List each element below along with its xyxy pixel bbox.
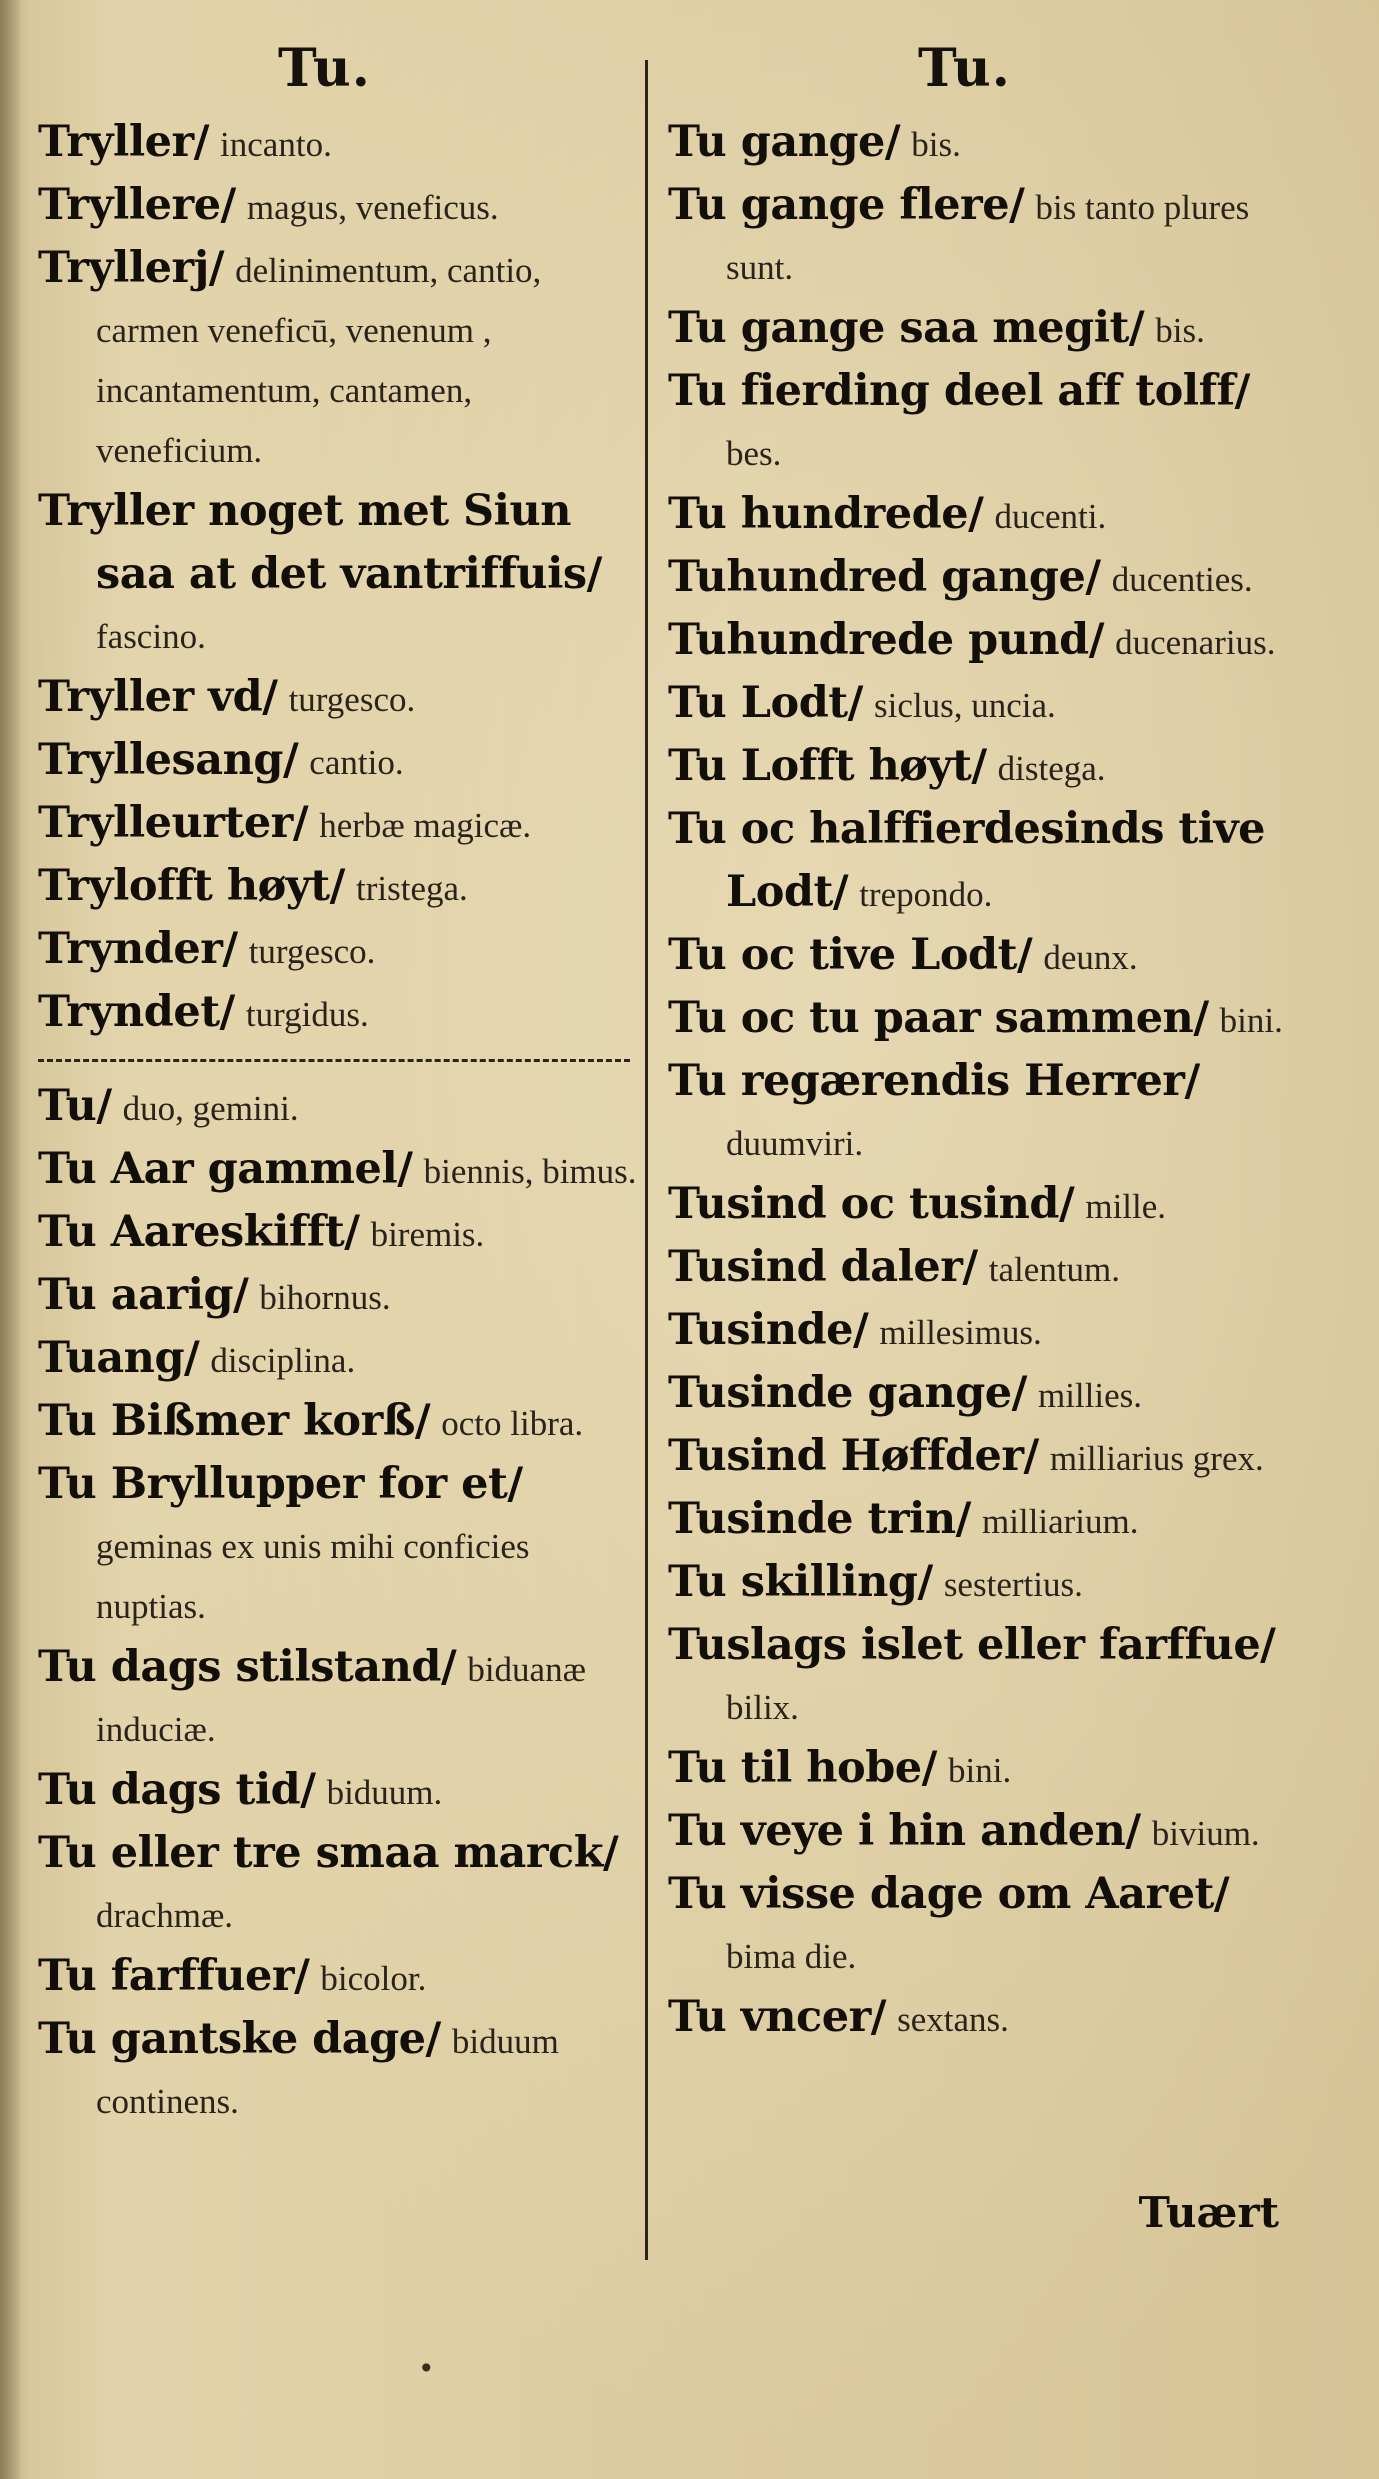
headword: Tusinde trin/ <box>668 1494 971 1544</box>
latin-gloss: millies. <box>1037 1376 1143 1415</box>
headword: Tu gange flere/ <box>668 180 1025 230</box>
headword: Tu skilling/ <box>668 1557 933 1607</box>
dictionary-entry <box>668 1489 1308 1552</box>
headword: Tusind oc tusind/ <box>668 1179 1075 1229</box>
headword: Tryllesang/ <box>38 735 299 785</box>
latin-gloss: ducenties. <box>1111 560 1253 599</box>
dictionary-entry <box>668 988 1308 1051</box>
dictionary-entry <box>668 1237 1308 1300</box>
column-divider <box>645 60 648 2260</box>
dictionary-entry <box>668 298 1308 361</box>
latin-gloss: milliarium. <box>981 1502 1139 1541</box>
dictionary-entry <box>668 1738 1308 1801</box>
dictionary-entry <box>38 1454 643 1637</box>
latin-gloss: bis. <box>911 125 961 164</box>
dictionary-entry <box>668 925 1308 988</box>
right-entry-list <box>668 112 1308 2050</box>
dictionary-entry <box>38 919 643 982</box>
latin-gloss: turgidus. <box>245 995 369 1034</box>
dictionary-entry <box>38 1391 643 1454</box>
headword: Tusind daler/ <box>668 1242 978 1292</box>
latin-gloss: turgesco. <box>288 680 416 719</box>
dictionary-entry <box>668 1363 1308 1426</box>
latin-gloss: cantio. <box>309 743 404 782</box>
headword: Tusinde/ <box>668 1305 869 1355</box>
running-head-right: Tu. <box>918 38 1011 99</box>
headword: Tusind Høffder/ <box>668 1431 1039 1481</box>
headword: Tu visse dage om Aaret/ <box>668 1869 1230 1919</box>
headword: Tuslags islet eller farffue/ <box>668 1620 1276 1670</box>
latin-gloss: duumviri. <box>726 1124 864 1163</box>
latin-gloss: bilix. <box>726 1688 799 1727</box>
latin-gloss: bima die. <box>726 1937 857 1976</box>
latin-gloss: bicolor. <box>320 1959 427 1998</box>
latin-gloss: sextans. <box>897 2000 1009 2039</box>
dictionary-entry <box>38 112 643 175</box>
dictionary-entry <box>38 1637 643 1760</box>
headword: Tu Lodt/ <box>668 678 863 728</box>
headword: Tuang/ <box>38 1333 200 1383</box>
dictionary-entry <box>668 547 1308 610</box>
dictionary-entry <box>668 673 1308 736</box>
dictionary-entry <box>668 1426 1308 1489</box>
dictionary-entry <box>668 736 1308 799</box>
dictionary-entry <box>38 481 643 667</box>
headword: Trylleurter/ <box>38 798 309 848</box>
latin-gloss: bis tanto plures sunt. <box>726 188 1250 287</box>
headword: Tu aarig/ <box>38 1270 249 1320</box>
latin-gloss: bihornus. <box>259 1278 391 1317</box>
latin-gloss: biennis, bimus. <box>423 1152 637 1191</box>
dictionary-entry <box>38 1202 643 1265</box>
dictionary-entry <box>668 1615 1308 1738</box>
dictionary-entry <box>38 793 643 856</box>
latin-gloss: millesimus. <box>879 1313 1042 1352</box>
entry-group-tu <box>38 1076 643 2132</box>
headword: Tuhundrede pund/ <box>668 615 1104 665</box>
latin-gloss: talentum. <box>988 1250 1120 1289</box>
headword: Tu til hobe/ <box>668 1743 937 1793</box>
dictionary-entry <box>668 1552 1308 1615</box>
headword: Tu hundrede/ <box>668 489 984 539</box>
headword: Tu oc tu paar sammen/ <box>668 993 1209 1043</box>
latin-gloss: drachmæ. <box>96 1896 234 1935</box>
dictionary-entry <box>668 799 1308 925</box>
headword: Tu Lofft høyt/ <box>668 741 987 791</box>
headword: Tryllerj/ <box>38 243 224 293</box>
headword: Tu eller tre smaa marck/ <box>38 1828 619 1878</box>
latin-gloss: delinimentum, cantio, carmen veneficū, venenum , incantamentum, cantamen, veneficium. <box>96 251 542 470</box>
dictionary-entry <box>38 175 643 238</box>
headword: Tu dags tid/ <box>38 1765 316 1815</box>
dictionary-entry <box>668 1174 1308 1237</box>
headword: Tu oc halffierdesinds tive Lodt/ <box>668 804 1265 917</box>
dictionary-entry <box>668 1051 1308 1174</box>
latin-gloss: incanto. <box>220 125 332 164</box>
headword: Tu gange saa megit/ <box>668 303 1145 353</box>
latin-gloss: sestertius. <box>943 1565 1083 1604</box>
latin-gloss: bes. <box>726 434 782 473</box>
headword: Tu regærendis Herrer/ <box>668 1056 1200 1106</box>
latin-gloss: disciplina. <box>210 1341 356 1380</box>
latin-gloss: milliarius grex. <box>1049 1439 1264 1478</box>
headword: Tu Bißmer korß/ <box>38 1396 431 1446</box>
entry-group-trylle <box>38 112 643 1045</box>
latin-gloss: bis. <box>1155 311 1205 350</box>
latin-gloss: bivium. <box>1151 1814 1260 1853</box>
dictionary-entry <box>668 484 1308 547</box>
dictionary-entry <box>668 1864 1308 1987</box>
dictionary-entry <box>38 982 643 1045</box>
latin-gloss: bini. <box>948 1751 1012 1790</box>
headword: Tu fierding deel aff tolff/ <box>668 366 1250 416</box>
latin-gloss: herbæ magicæ. <box>319 806 532 845</box>
latin-gloss: turgesco. <box>248 932 376 971</box>
section-divider <box>38 1059 630 1062</box>
dictionary-entry <box>668 112 1308 175</box>
dictionary-entry <box>668 361 1308 484</box>
dictionary-entry <box>38 238 643 481</box>
headword: Tryller vd/ <box>38 672 278 722</box>
dictionary-entry <box>668 1987 1308 2050</box>
latin-gloss: duo, gemini. <box>122 1089 299 1128</box>
dictionary-entry <box>38 730 643 793</box>
dictionary-entry <box>38 1823 643 1946</box>
dictionary-entry <box>38 1265 643 1328</box>
latin-gloss: biduum. <box>326 1773 443 1812</box>
dictionary-entry <box>668 610 1308 673</box>
headword: Trylofft høyt/ <box>38 861 345 911</box>
headword: Tu gantske dage/ <box>38 2014 441 2064</box>
latin-gloss: biduum continens. <box>96 2022 559 2121</box>
dictionary-entry <box>38 1076 643 1139</box>
headword: Tryllere/ <box>38 180 236 230</box>
dictionary-entry <box>38 1139 643 1202</box>
dictionary-entry <box>38 2009 643 2132</box>
entry-group-tu-continued <box>668 112 1308 2050</box>
left-entry-list <box>38 112 643 2132</box>
headword: Tu oc tive Lodt/ <box>668 930 1033 980</box>
headword: Tryller/ <box>38 117 209 167</box>
headword: Tu Aareskifft/ <box>38 1207 360 1257</box>
latin-gloss: fascino. <box>96 617 206 656</box>
headword: Tu vncer/ <box>668 1992 886 2042</box>
latin-gloss: mille. <box>1085 1187 1167 1226</box>
latin-gloss: biduanæ induciæ. <box>96 1650 586 1749</box>
headword: Tu dags stilstand/ <box>38 1642 457 1692</box>
headword: Tusinde gange/ <box>668 1368 1027 1418</box>
headword: Tu Aar gammel/ <box>38 1144 413 1194</box>
headword: Tuhundred gange/ <box>668 552 1101 602</box>
headword: Tu/ <box>38 1081 112 1131</box>
headword: Tryller noget met Siun saa at det vantriffuis/ <box>38 486 602 599</box>
catchword: Tuært <box>1138 2188 1279 2237</box>
dictionary-entry <box>668 1801 1308 1864</box>
running-head-left: Tu. <box>278 38 371 99</box>
dictionary-entry <box>38 1328 643 1391</box>
dictionary-entry <box>38 667 643 730</box>
dictionary-entry <box>38 1760 643 1823</box>
headword: Tryndet/ <box>38 987 235 1037</box>
headword: Tu Bryllupper for et/ <box>38 1459 523 1509</box>
latin-gloss: magus, veneficus. <box>246 188 499 227</box>
latin-gloss: deunx. <box>1043 938 1138 977</box>
headword: Tu gange/ <box>668 117 901 167</box>
dictionary-entry <box>38 1946 643 2009</box>
headword: Tu farffuer/ <box>38 1951 310 2001</box>
latin-gloss: trepondo. <box>859 875 993 914</box>
latin-gloss: biremis. <box>370 1215 485 1254</box>
headword: Trynder/ <box>38 924 238 974</box>
latin-gloss: octo libra. <box>441 1404 584 1443</box>
headword: Tu veye i hin anden/ <box>668 1806 1141 1856</box>
latin-gloss: geminas ex unis mihi conficies nuptias. <box>96 1527 530 1626</box>
ink-blot-ornament: • <box>418 2352 435 2385</box>
latin-gloss: tristega. <box>356 869 468 908</box>
dictionary-entry <box>668 1300 1308 1363</box>
latin-gloss: siclus, uncia. <box>873 686 1056 725</box>
latin-gloss: bini. <box>1219 1001 1283 1040</box>
latin-gloss: ducenarius. <box>1115 623 1276 662</box>
gutter-shadow <box>0 0 22 2479</box>
latin-gloss: ducenti. <box>994 497 1107 536</box>
dictionary-entry <box>668 175 1308 298</box>
dictionary-entry <box>38 856 643 919</box>
latin-gloss: distega. <box>997 749 1106 788</box>
